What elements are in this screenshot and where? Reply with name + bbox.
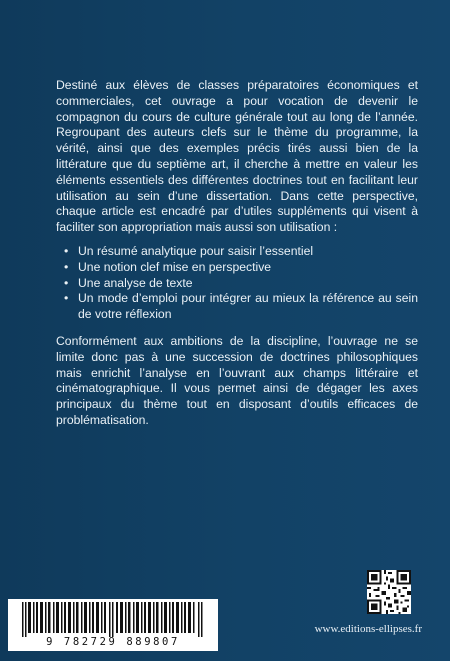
intro-paragraph: Destiné aux élèves de classes préparatoires économiques et commerciales, cet ouvrage a pour vocation de devenir le compagnon du cours de culture générale tout au long de l’année. Regroupant des auteurs clefs sur le thème du programme, la vérité, ainsi que des exemples précis tirés aussi bien de la littérature que du septième art, il cherche à mettre en valeur les éléments essentiels des différentes doctrines tout en facilitant leur utilisation au sein d’une dissertation. Dans cette perspective, chaque article est encadré par d’utiles suppléments qui visent à faciliter son appropriation mais aussi son utilisation : [56,78,418,235]
barcode-icon [20,602,206,637]
feature-text: Un résumé analytique pour saisir l’essentiel [78,243,314,258]
isbn-number: 9 782729 889807 [46,636,180,648]
bullet-icon: • [64,291,69,306]
feature-item [56,244,418,260]
feature-text: Un mode d’emploi pour intégrer au mieux la référence au sein de votre réflexion [78,291,418,322]
bullet-icon: • [64,243,69,258]
conclusion-paragraph: Conformément aux ambitions de la discipline, l’ouvrage ne se limite donc pas à une succession de doctrines philosophiques mais enrichit l’analyse en l’ouvrant aux champs littéraire et cinématographique. Il vous permet ainsi de dégager les axes principaux du thème tout en disposant d’outils efficaces de problématisation. [56,333,418,427]
qr-code-icon [367,570,411,614]
feature-item [56,260,418,276]
feature-list [56,244,418,323]
feature-item [56,291,418,323]
feature-text: Une notion clef mise en perspective [78,259,272,274]
publisher-website: www.editions-ellipses.fr [314,623,422,635]
bullet-icon: • [64,275,69,290]
bullet-icon: • [64,259,69,274]
feature-text: Une analyse de texte [78,275,193,290]
feature-item [56,276,418,292]
isbn-barcode [8,599,218,651]
blurb [56,78,418,437]
